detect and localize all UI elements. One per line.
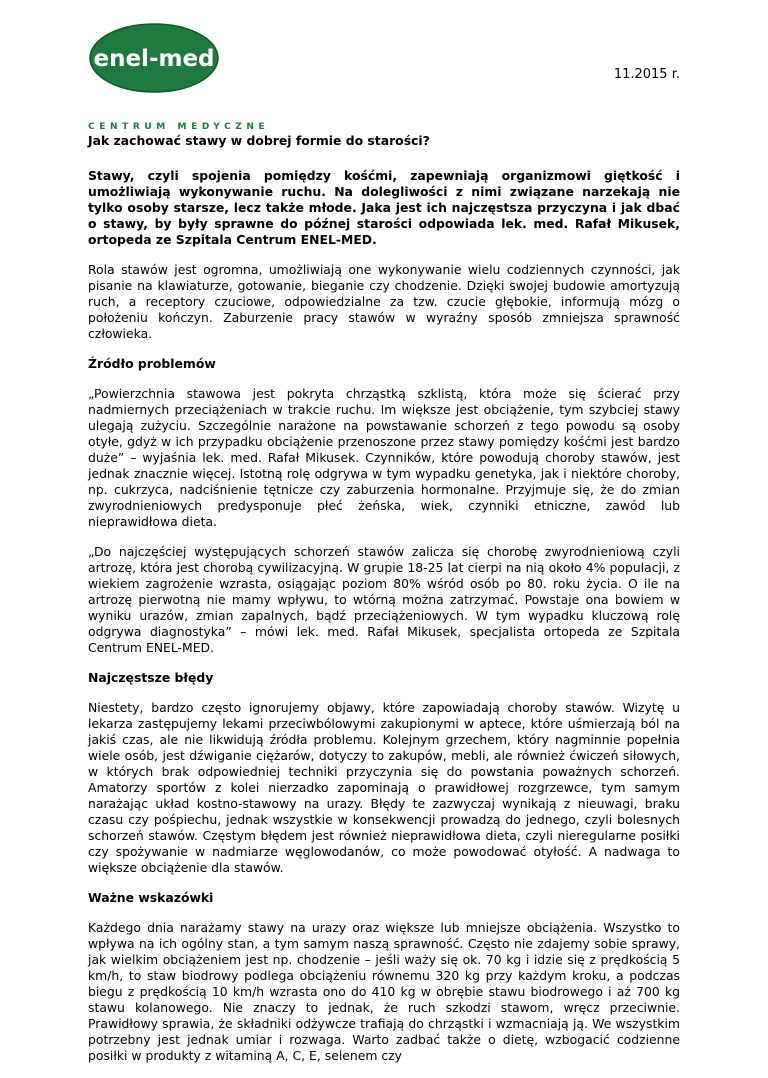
section-heading-problems: Źródło problemów [88,356,216,371]
logo-subtitle: CENTRUM MEDYCZNE [88,122,270,132]
article-body [88,133,680,1078]
document-date: 11.2015 r. [613,67,680,82]
paragraph: „Do najczęściej występujących schorzeń stawów zalicza się chorobę zwyrodnieniową czyli artrozę, która jest chorobą cywilizacyjną. W grupie 18-25 lat cierpi na nią około 4% populacji, z wiekiem zagrożenie wzrasta, osiągając poziom 80% wśród osób po 80. roku życia. O ile na artrozę pierwotną nie mamy wpływu, to wtórną można zatrzymać. Powstaje ona bowiem w wyniku urazów, zmian zapalnych, bądź przeciążeniowych. W tym wypadku kluczową rolę odgrywa diagnostyka” – mówi lek. med. Rafał Mikusek, specjalista ortopeda ze Szpitala Centrum ENEL-MED. [88,544,680,655]
paragraph: „Powierzchnia stawowa jest pokryta chrząstką szklistą, która może się ścierać przy nadmiernych przeciążeniach w trakcie ruchu. Im większe jest obciążenie, tym szybciej stawy ulegają zużyciu. Szczególnie narażone na powstawanie schorzeń z tego powodu są osoby otyłe, gdyż w ich przypadku obciążenie przenoszone przez stawy pomiędzy kośćmi jest bardzo duże” – wyjaśnia lek. med. Rafał Mikusek. Czynników, które powodują choroby stawów, jest jednak znacznie więcej. Istotną rolę odgrywa w tym wypadku genetyka, jak i niektóre choroby, np. cukrzyca, nadciśnienie tętnicze czy zaburzenia hormonalne. Przyjmuje się, że do zmian zwyrodnieniowych predysponuje płeć żeńska, wiek, czynniki etniczne, zawód lub nieprawidłowa dieta. [88,386,680,529]
logo-oval [88,22,220,94]
article-lead: Stawy, czyli spojenia pomiędzy kośćmi, zapewniają organizmowi giętkość i umożliwiają wykonywanie ruchu. Na dolegliwości z nimi związane narzekają nie tylko osoby starsze, lecz także młode. Jaka jest ich najczęstsza przyczyna i jak dbać o stawy, by były sprawne do późnej starości odpowiada lek. med. Rafał Mikusek, ortopeda ze Szpitala Centrum ENEL-MED. [88,168,680,247]
section-heading-tips: Ważne wskazówki [88,890,214,905]
article-title: Jak zachować stawy w dobrej formie do starości? [88,133,430,148]
article-intro: Rola stawów jest ogromna, umożliwiają one wykonywanie wielu codziennych czynności, jak pisanie na klawiaturze, gotowanie, bieganie czy chodzenie. Dzięki swojej budowie amortyzują ruch, a receptory czuciowe, odpowiedzialne za tzw. czucie głębokie, informują mózg o położeniu kończyn. Zaburzenie pracy stawów w wyraźny sposób zmniejsza sprawność człowieka. [88,262,680,341]
section-heading-mistakes: Najczęstsze błędy [88,670,214,685]
paragraph: Niestety, bardzo często ignorujemy objawy, które zapowiadają choroby stawów. Wizytę u lekarza zastępujemy lekami przeciwbólowymi zakupionymi w aptece, które uśmierzają ból na jakiś czas, ale nie likwidują źródła problemu. Kolejnym grzechem, który nagminnie popełnia wiele osób, jest dźwiganie ciężarów, dotyczy to zakupów, mebli, ale również ćwiczeń siłowych, w których brak odpowiedniej techniki przyczynia się do powstania poważnych schorzeń. Amatorzy sportów z kolei nierzadko zapominają o prawidłowej rozgrzewce, tym samym narażając układ kostno-stawowy na urazy. Błędy te zazwyczaj wynikają z nieuwagi, braku czasu czy pośpiechu, jednak wszystkie w konsekwencji prowadzą do jednego, czyli bolesnych schorzeń stawów. Częstym błędem jest również nieprawidłowa dieta, czyli nieregularne posiłki czy spożywanie w nadmiarze węglowodanów, co może powodować otyłość. A nadwaga to większe obciążenie dla stawów. [88,700,680,875]
logo-text: enel-med [93,46,215,72]
paragraph: Każdego dnia narażamy stawy na urazy oraz większe lub mniejsze obciążenia. Wszystko to wpływa na ich ogólny stan, a tym samym naszą sprawność. Często nie zdajemy sobie sprawy, jak wielkim obciążeniem jest np. chodzenie – jeśli waży się ok. 70 kg i idzie się z prędkością 5 km/h, to staw biodrowy podlega obciążeniu równemu 320 kg przy każdym kroku, a podczas biegu z prędkością 10 km/h wzrasta ono do 410 kg w obrębie stawu biodrowego i aż 700 kg stawu kolanowego. Nie znaczy to jednak, że ruch szkodzi stawom, wręcz przeciwnie. Prawidłowy sprawia, że składniki odżywcze trafiają do chrząstki i wzmacniają ją. We wszystkim potrzebny jest jednak umiar i rozwaga. Warto zadbać także o dietę, wzbogacić codzienne posiłki w produkty z witaminą A, C, E, selenem czy [88,920,680,1063]
